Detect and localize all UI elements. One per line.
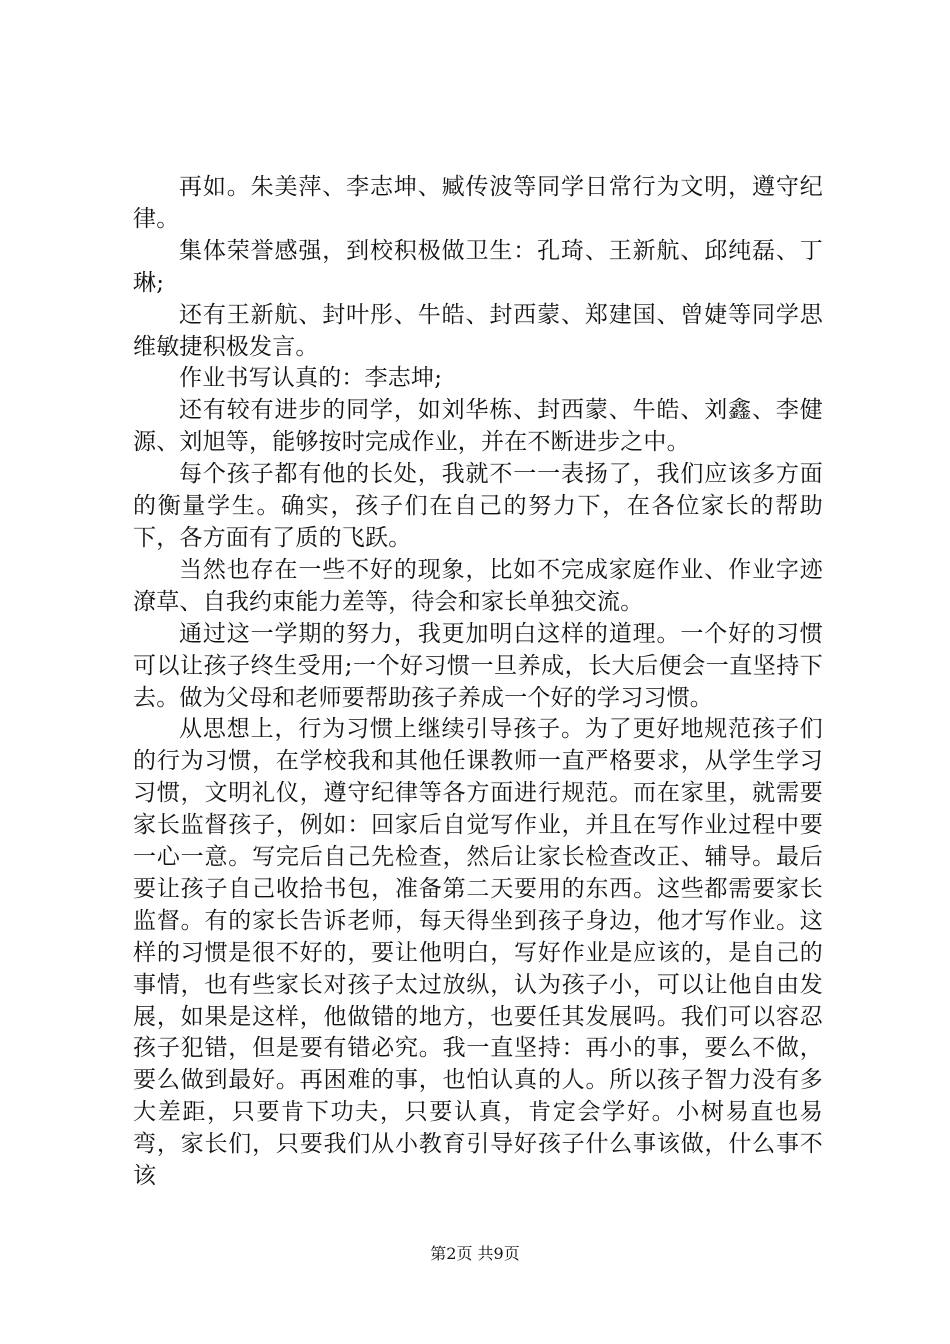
paragraph-8: 通过这一学期的努力，我更加明白这样的道理。一个好的习惯可以让孩子终生受用;一个好习惯一旦养成，长大后便会一直坚持下去。做为父母和老师要帮助孩子养成一个好的学习习惯。 [133,620,823,711]
paragraph-1: 再如。朱美萍、李志坤、臧传波等同学日常行为文明，遵守纪律。 [133,174,823,232]
paragraph-3: 还有王新航、封叶彤、牛皓、封西蒙、郑建国、曾婕等同学思维敏捷积极发言。 [133,301,823,360]
paragraph-9: 从思想上，行为习惯上继续引导孩子。为了更好地规范孩子们的行为习惯，在学校我和其他任课教师一直严格要求，从学生学习习惯，文明礼仪，遵守纪律等各方面进行规范。而在家里，就需要家长监督孩子，例如：回家后自觉写作业，并且在写作业过程中要一心一意。写完后自己先检查，然后让家长检查改正、辅导。最后要让孩子自己收拾书包，准备第二天要用的东西。这些都需要家长监督。有的家长告诉老师，每天得坐到孩子身边，他才写作业。这样的习惯是很不好的，要让他明白，写好作业是应该的，是自己的事情，也有些家长对孩子太过放纵，认为孩子小，可以让他自由发展，如果是这样，他做错的地方，也要任其发展吗。我们可以容忍孩子犯错，但是要有错必究。我一直坚持：再小的事，要么不做，要么做到最好。再困难的事，也怕认真的人。所以孩子智力没有多大差距，只要肯下功夫，只要认真，肯定会学好。小树易直也易弯，家长们，只要我们从小教育引导好孩子什么事该做，什么事不该 [133,716,823,1190]
paragraph-5: 还有较有进步的同学，如刘华栋、封西蒙、牛皓、刘鑫、李健源、刘旭等，能够按时完成作业，并在不断进步之中。 [133,397,823,456]
paragraph-7: 当然也存在一些不好的现象，比如不完成家庭作业、作业字迹潦草、自我约束能力差等，待会和家长单独交流。 [133,556,823,615]
page-footer [0,1244,950,1264]
paragraph-2: 集体荣誉感强，到校积极做卫生：孔琦、王新航、邱纯磊、丁琳; [133,237,823,296]
paragraph-6: 每个孩子都有他的长处，我就不一一表扬了，我们应该多方面的衡量学生。确实，孩子们在自己的努力下，在各位家长的帮助下，各方面有了质的飞跃。 [133,461,823,551]
paragraph-4: 作业书写认真的：李志坤; [179,365,443,392]
document-body [133,172,823,1193]
page-number-label: 第2页 共9页 [430,1244,520,1263]
